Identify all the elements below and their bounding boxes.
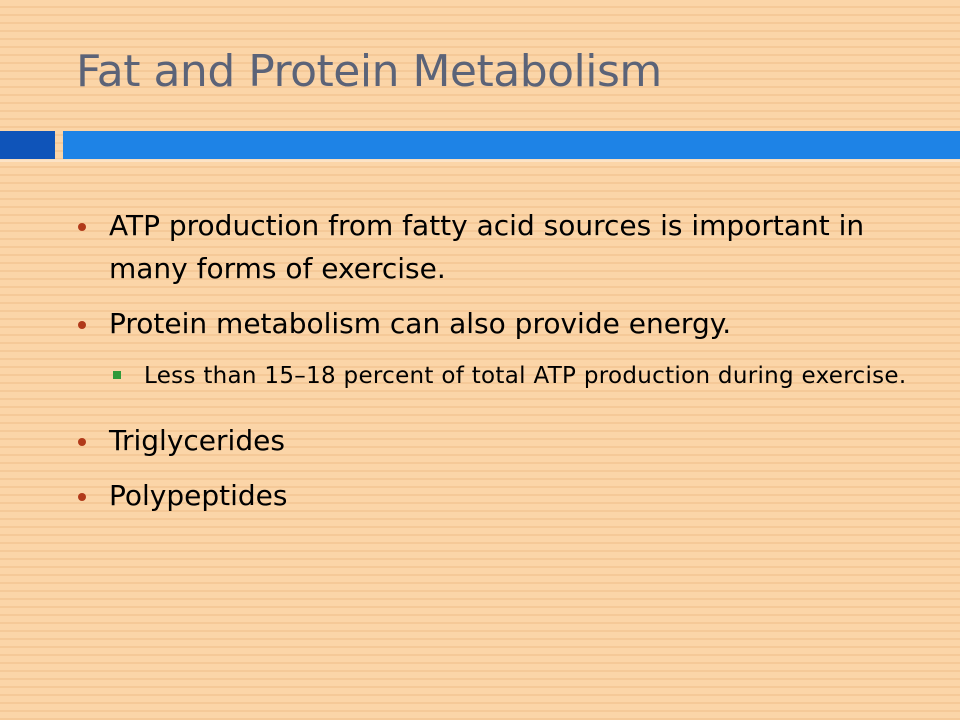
sub-bullet-text: Less than 15–18 percent of total ATP production during exercise. (144, 363, 907, 389)
round-bullet-icon (78, 223, 86, 231)
sub-bullet-item (113, 357, 908, 395)
bullet-item (78, 419, 908, 462)
round-bullet-icon (78, 438, 86, 446)
slide-title: Fat and Protein Metabolism (76, 46, 662, 97)
square-bullet-icon (113, 371, 121, 379)
title-accent-bar-right (63, 131, 960, 159)
round-bullet-icon (78, 493, 86, 501)
bullet-item (78, 204, 908, 290)
bullet-text: Protein metabolism can also provide energy. (109, 307, 732, 340)
title-accent-bar-left (0, 131, 55, 159)
title-accent-underline (0, 159, 960, 162)
bullet-item (78, 474, 908, 517)
bullet-list (78, 204, 908, 529)
bullet-item (78, 302, 908, 345)
bullet-text: Triglycerides (109, 424, 285, 457)
round-bullet-icon (78, 321, 86, 329)
bullet-text: Polypeptides (109, 479, 288, 512)
bullet-text: ATP production from fatty acid sources is important in many forms of exercise. (109, 209, 865, 285)
